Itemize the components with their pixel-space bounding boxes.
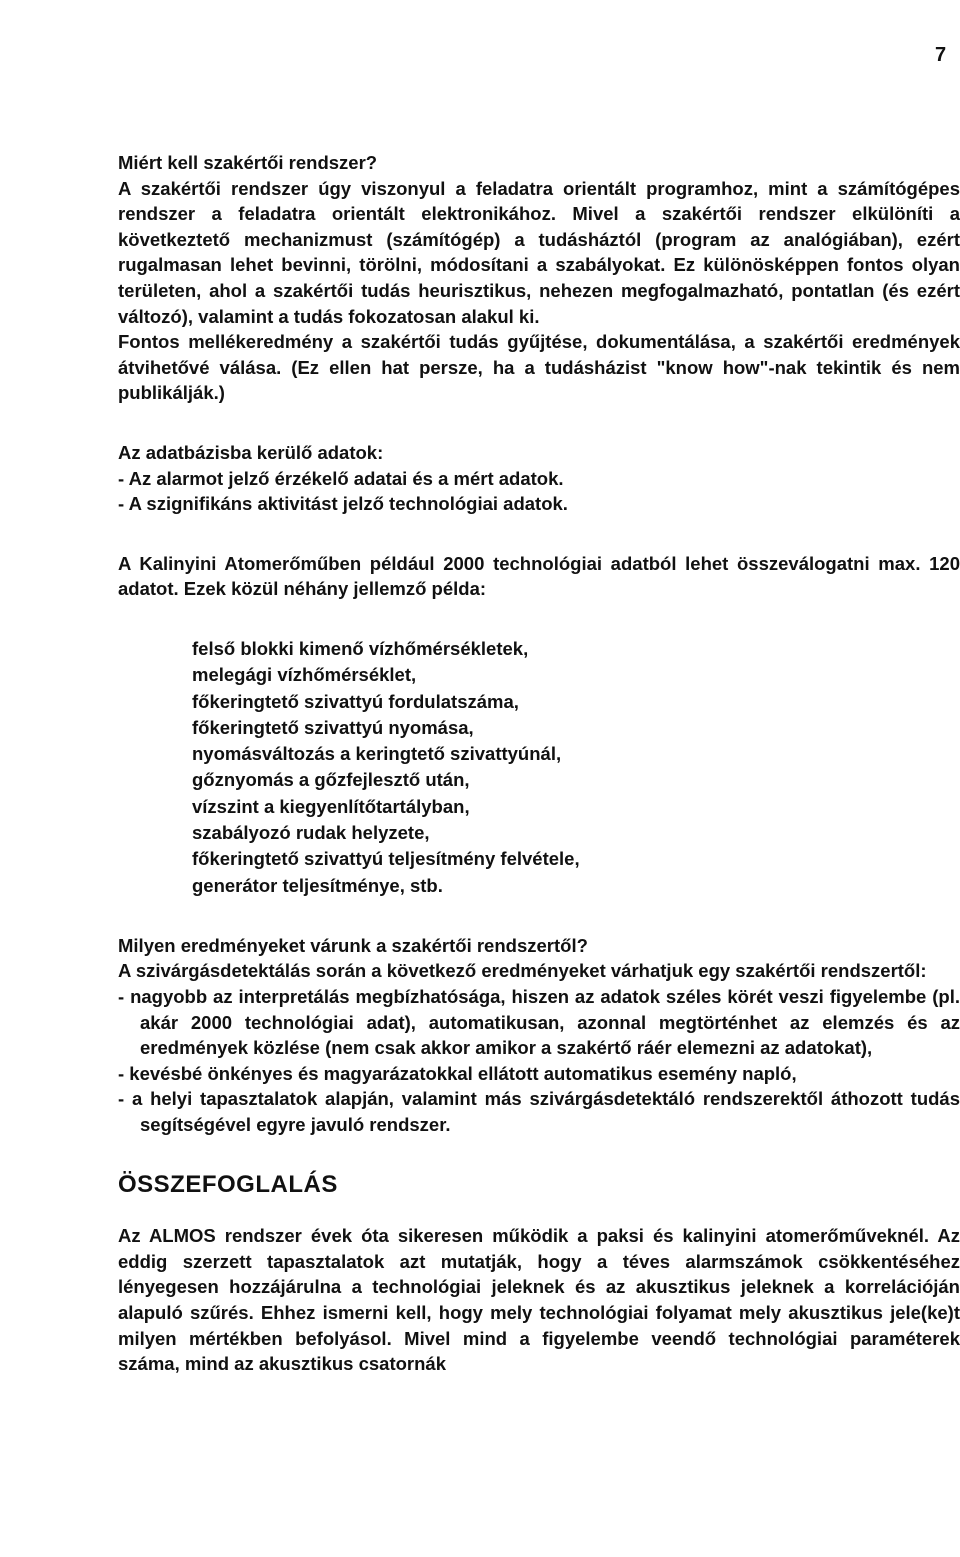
page-number: 7 xyxy=(935,44,947,66)
list-item: - a helyi tapasztalatok alapján, valamint más szivárgásdetektáló rendszerektől áthozott tudás segítségével egyre javuló rendszer. xyxy=(118,1088,960,1136)
section-title-summary: ÖSSZEFOGLALÁS xyxy=(118,1170,338,1198)
list-item: gőznyomás a gőzfejlesztő után, xyxy=(192,769,470,791)
list-item: - nagyobb az interpretálás megbízhatósága, hiszen az adatok széles körét veszi figyelembe (pl. akár 2000 technológiai adat), automatikusan, azonnal megtörténhet az elemzés és az eredmények közlése (nem csak akkor amikor a szakértő ráér elemezni az adatokat), xyxy=(118,986,960,1059)
list-item: főkeringtető szivattyú nyomása, xyxy=(192,716,474,738)
paragraph-expected-results-intro: A szivárgásdetektálás során a következő eredményeket várhatjuk egy szakértői rendszertől: xyxy=(118,960,927,982)
section-heading-expected-results: Milyen eredményeket várunk a szakértői rendszertől? xyxy=(118,934,588,956)
paragraph-kalinin-example: A Kalinyini Atomerőműben például 2000 technológiai adatból lehet összeválogatni max. 120 adatot. Ezek közül néhány jellemző példa: xyxy=(118,552,960,600)
section-heading-why-expert-system: Miért kell szakértői rendszer? xyxy=(118,152,378,173)
parameter-list xyxy=(118,636,960,899)
paragraph-expert-system-intro: A szakértői rendszer úgy viszonyul a feladatra orientált programhoz, mint a számítógépes rendszer a feladatra orientált elektronikához. Mivel a szakértői rendszer elkülöníti a következtető mechanizmust (számítógép) a tudásháztól (program az analógiában), ezért rugalmasan lehet bevinni, törölni, módosítani a szabályokat. Ez különösképpen fontos olyan területen, ahol a szakértői tudás heurisztikus, nehezen megfogalmazható, pontatlan (és ezért változó), valamint a tudás fokozatosan alakul ki. xyxy=(118,177,960,327)
expected-results-list xyxy=(118,984,960,1138)
list-item: melegági vízhőmérséklet, xyxy=(192,664,417,686)
paragraph-side-result: Fontos mellékeredmény a szakértői tudás gyűjtése, dokumentálása, a szakértői eredmények átvihetővé válása. (Ez ellen hat persze, ha a tudásházist "know how"-nak tekintik és nem publikálják.) xyxy=(118,331,960,404)
list-item: - A szignifikáns aktivitást jelző technológiai adatok. xyxy=(118,493,568,515)
list-item: - kevésbé önkényes és magyarázatokkal ellátott automatikus esemény napló, xyxy=(118,1062,797,1084)
list-item: felső blokki kimenő vízhőmérsékletek, xyxy=(192,637,529,659)
section-heading-database-data: Az adatbázisba kerülő adatok: xyxy=(118,441,384,463)
list-item: generátor teljesítménye, stb. xyxy=(192,874,443,896)
database-data-list xyxy=(118,466,960,517)
list-item: főkeringtető szivattyú fordulatszáma, xyxy=(192,690,519,712)
list-item: nyomásváltozás a keringtető szivattyúnál, xyxy=(192,743,562,765)
document-body xyxy=(118,150,960,1377)
list-item: vízszint a kiegyenlítőtartályban, xyxy=(192,795,470,817)
paragraph-summary: Az ALMOS rendszer évek óta sikeresen működik a paksi és kalinyini atomerőműveknél. Az eddig szerzett tapasztalatok azt mutatják, hogy a téves alarmszámok csökkentéséhez lényegesen hozzájárulna a technológiai jeleknek és az akusztikus jeleknek a korrelációján alapuló szűrés. Ehhez ismerni kell, hogy mely technológiai folyamat mely akusztikus jele(ke)t milyen mértékben befolyásol. Mivel mind a figyelembe veendő technológiai paraméterek száma, mind az akusztikus csatornák xyxy=(118,1225,960,1375)
list-item: - Az alarmot jelző érzékelő adatai és a mért adatok. xyxy=(118,467,564,489)
list-item: szabályozó rudak helyzete, xyxy=(192,821,430,843)
list-item: főkeringtető szivattyú teljesítmény felvétele, xyxy=(192,848,580,870)
